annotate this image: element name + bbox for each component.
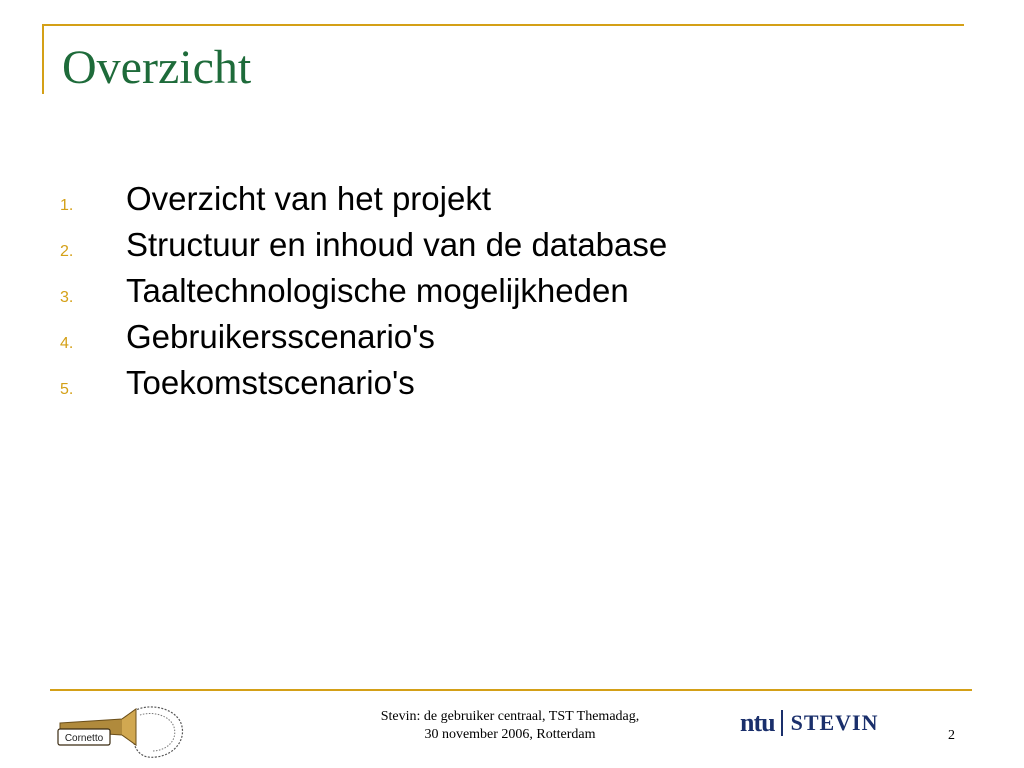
logo-separator <box>781 710 783 736</box>
agenda-item-text: Overzicht van het projekt <box>126 180 491 217</box>
agenda-item-text: Taaltechnologische mogelijkheden <box>126 272 629 309</box>
agenda-item-text: Structuur en inhoud van de database <box>126 226 668 263</box>
title-frame-top-rule <box>42 24 964 26</box>
footer-caption-line-1: Stevin: de gebruiker centraal, TST Themadag, <box>380 709 640 724</box>
agenda-item-text: Gebruikersscenario's <box>126 318 435 355</box>
agenda-item-number: 4. <box>60 335 74 352</box>
cornetto-logo-icon <box>52 697 192 763</box>
stevin-logo-text: STEVIN <box>790 710 879 735</box>
title-frame-left-rule <box>42 24 44 94</box>
footer-caption <box>300 708 720 744</box>
slide-title: Overzicht <box>62 41 252 94</box>
agenda-item <box>60 272 667 318</box>
footer-caption-line-2: 30 november 2006, Rotterdam <box>424 727 596 742</box>
agenda-item-number: 1. <box>60 197 74 214</box>
agenda-list <box>60 180 667 410</box>
footer-rule <box>50 689 972 691</box>
agenda-item <box>60 364 667 410</box>
cornetto-logo-label: Cornetto <box>64 733 104 744</box>
agenda-item-number: 2. <box>60 243 74 260</box>
agenda-item <box>60 226 667 272</box>
page-number: 2 <box>948 728 955 743</box>
ntu-logo-text: ntu <box>740 708 775 737</box>
agenda-item-number: 5. <box>60 381 74 398</box>
agenda-item-text: Toekomstscenario's <box>126 364 415 401</box>
agenda-item <box>60 180 667 226</box>
agenda-item-number: 3. <box>60 289 74 306</box>
agenda-item <box>60 318 667 364</box>
ntu-stevin-logo <box>740 708 879 738</box>
